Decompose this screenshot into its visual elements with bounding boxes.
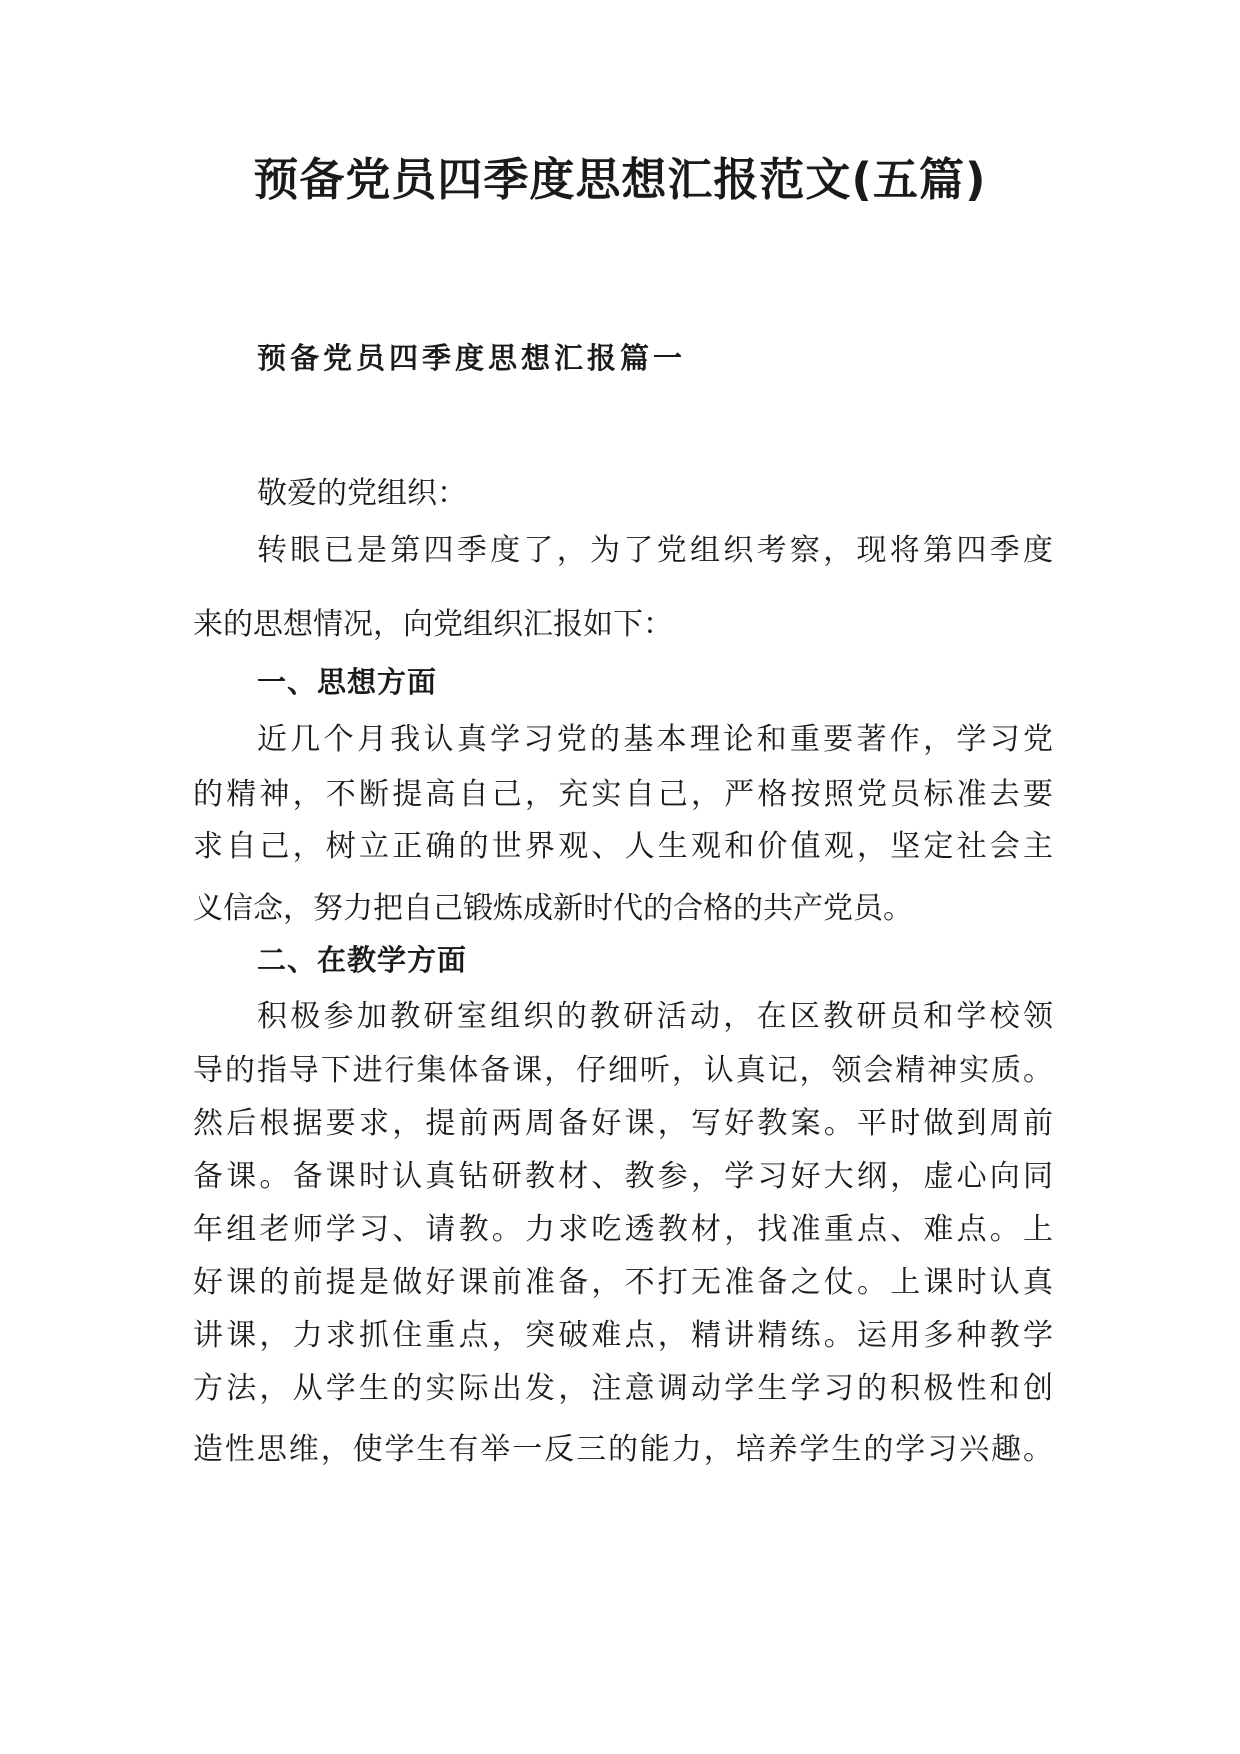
paragraph-line: 积极参加教研室组织的教研活动，在区教研员和学校领 — [257, 999, 1053, 1034]
paragraph-line: 然后根据要求，提前两周备好课，写好教案。平时做到周前 — [193, 1106, 1053, 1141]
paragraph-line: 好课的前提是做好课前准备，不打无准备之仗。上课时认真 — [193, 1265, 1053, 1300]
section-title: 预备党员四季度思想汇报篇一 — [257, 341, 687, 375]
document-title: 预备党员四季度思想汇报范文(五篇) — [253, 153, 987, 206]
salutation: 敬爱的党组织： — [257, 476, 467, 511]
paragraph-line: 近几个月我认真学习党的基本理论和重要著作，学习党 — [257, 722, 1053, 757]
paragraph-line: 义信念，努力把自己锻炼成新时代的合格的共产党员。 — [193, 891, 913, 926]
heading-thought: 一、思想方面 — [257, 665, 438, 699]
paragraph-line: 求自己，树立正确的世界观、人生观和价值观，坚定社会主 — [193, 829, 1053, 864]
intro-line: 来的思想情况，向党组织汇报如下： — [193, 607, 673, 642]
heading-teaching: 二、在教学方面 — [257, 943, 468, 977]
paragraph-line: 备课。备课时认真钻研教材、教参，学习好大纲，虚心向同 — [193, 1159, 1053, 1194]
paragraph-line: 讲课，力求抓住重点，突破难点，精讲精练。运用多种教学 — [193, 1318, 1053, 1353]
intro-line: 转眼已是第四季度了，为了党组织考察，现将第四季度 — [257, 533, 1053, 568]
paragraph-line: 导的指导下进行集体备课，仔细听，认真记，领会精神实质。 — [193, 1053, 1053, 1088]
paragraph-line: 造性思维，使学生有举一反三的能力，培养学生的学习兴趣。 — [193, 1432, 1053, 1467]
paragraph-line: 方法，从学生的实际出发，注意调动学生学习的积极性和创 — [193, 1371, 1053, 1406]
paragraph-line: 年组老师学习、请教。力求吃透教材，找准重点、难点。上 — [193, 1212, 1053, 1247]
paragraph-line: 的精神，不断提高自己，充实自己，严格按照党员标准去要 — [193, 777, 1053, 812]
